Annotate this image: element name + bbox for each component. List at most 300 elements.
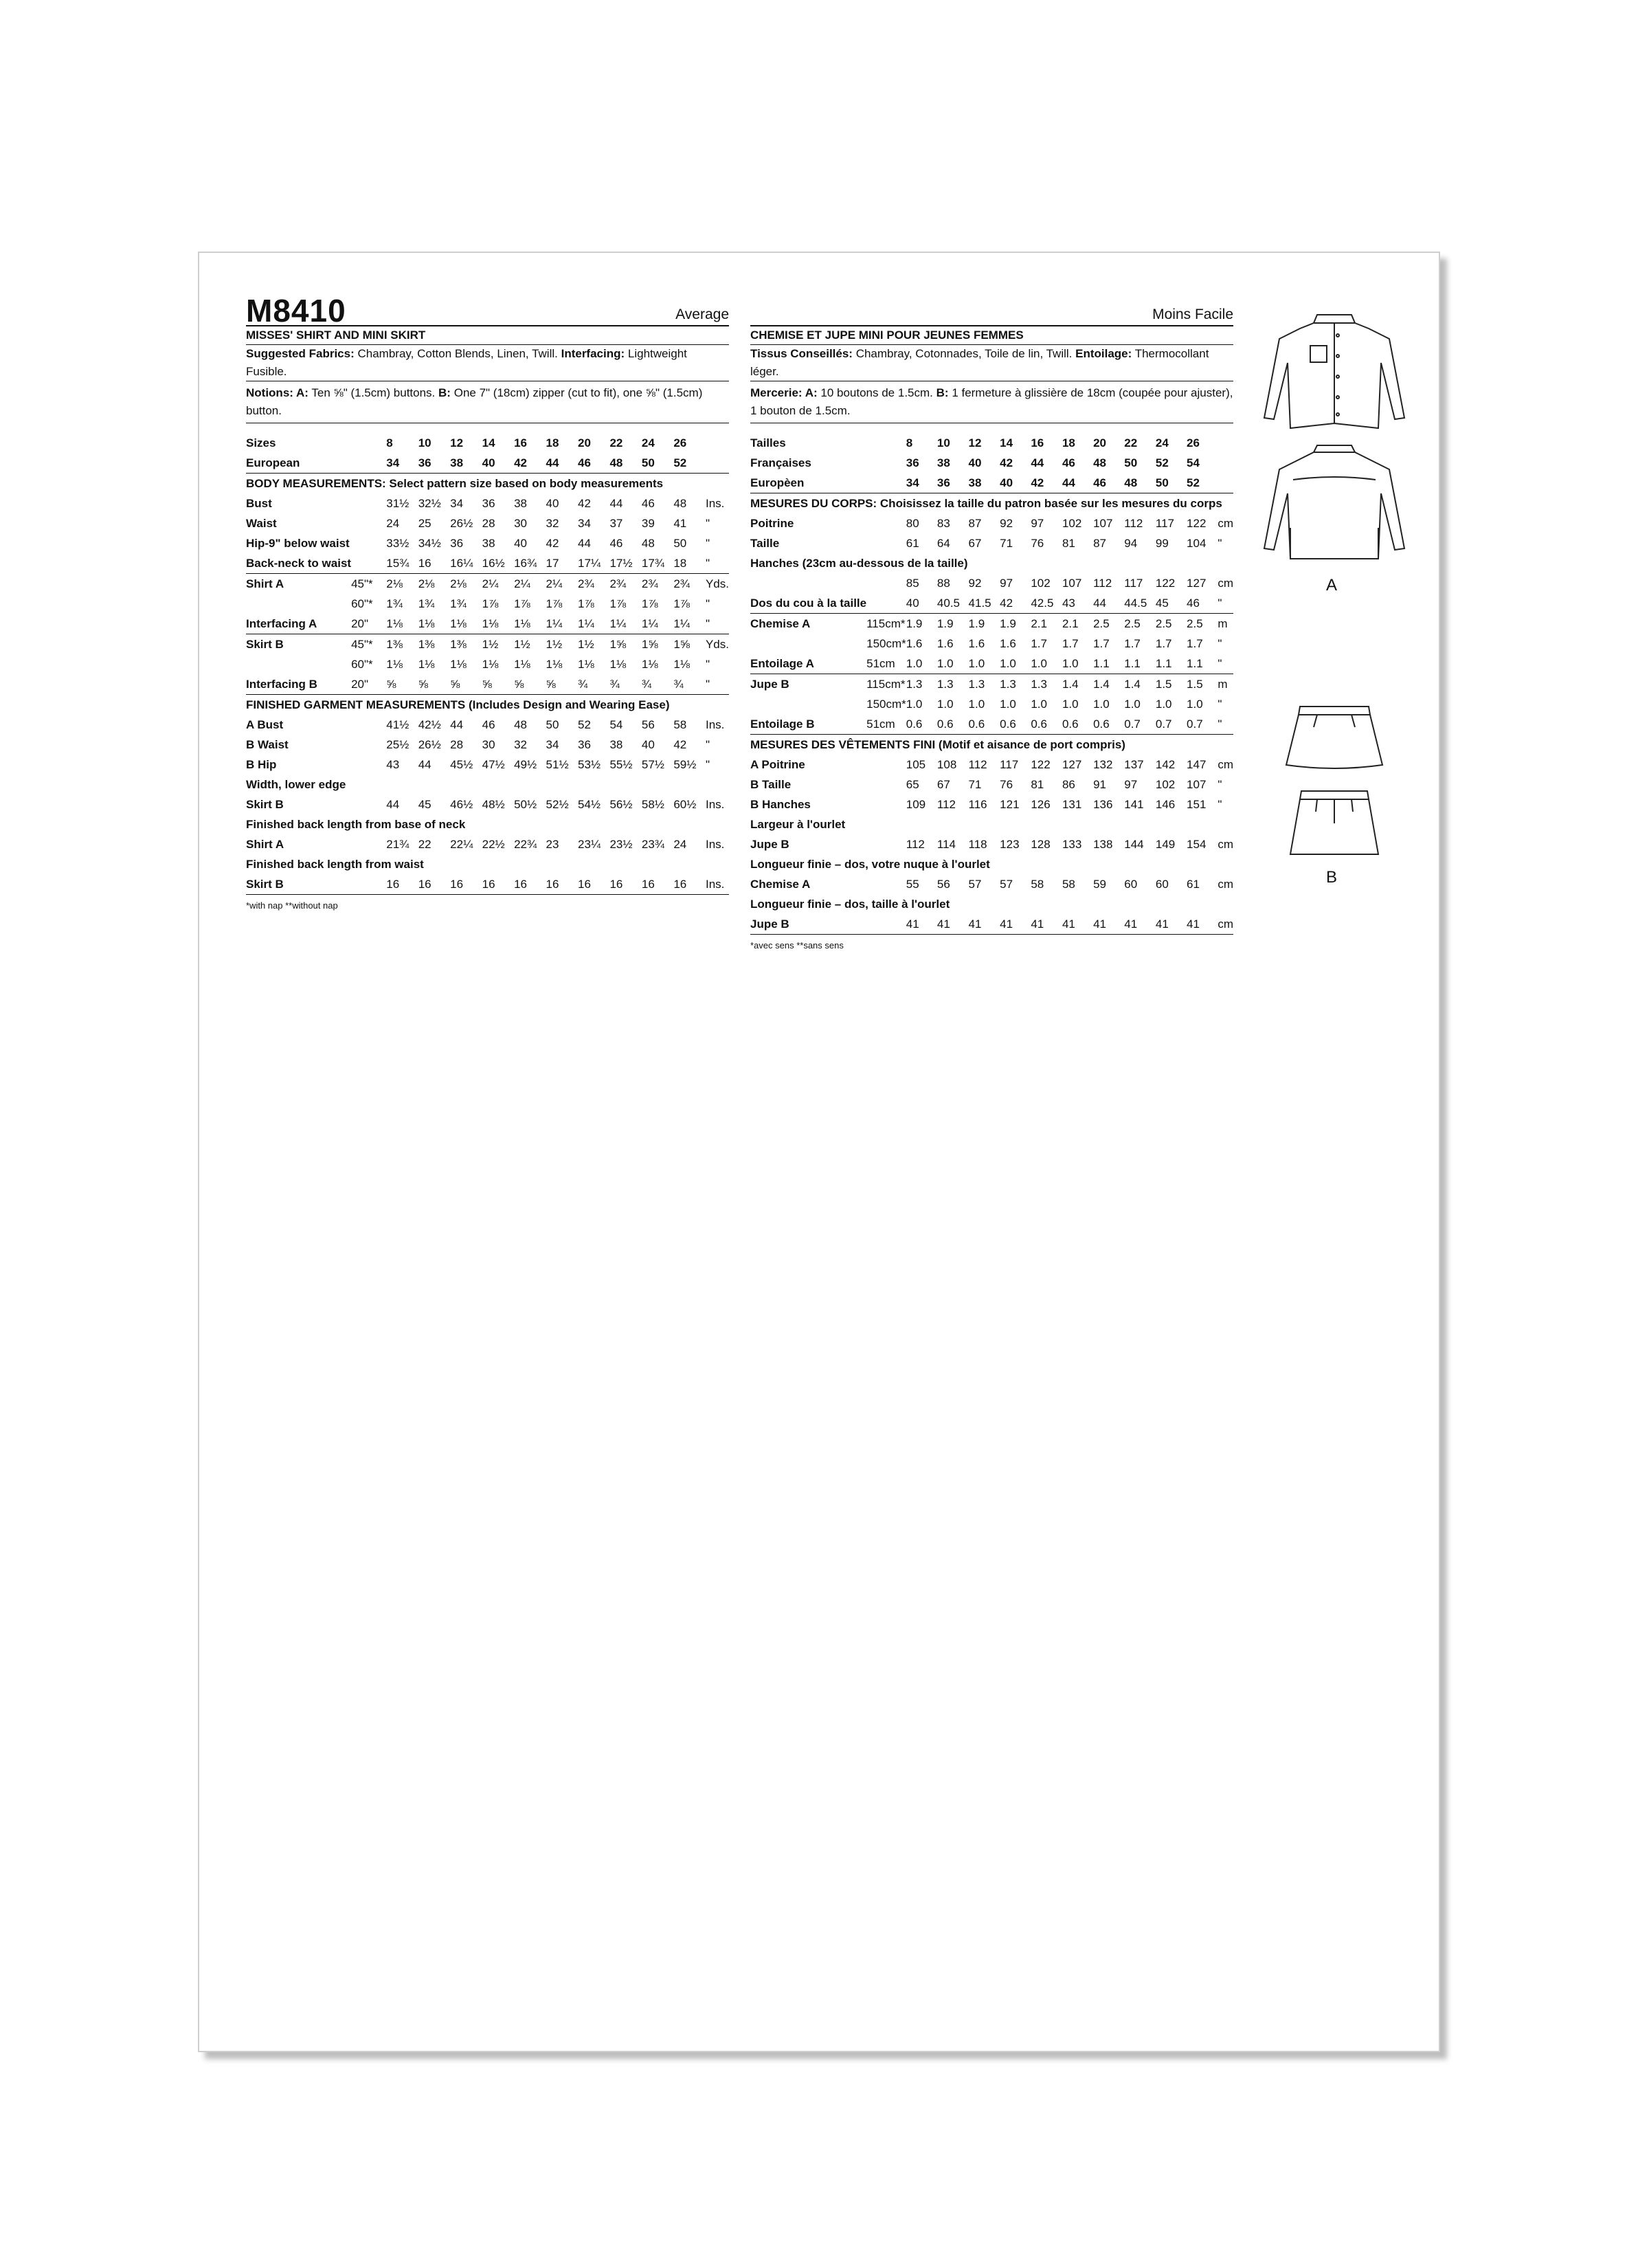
cell-value: 1⅛ <box>482 614 514 634</box>
row-label <box>750 694 866 714</box>
cell-value: 23¼ <box>577 838 601 851</box>
cell-value: 1⅝ <box>609 638 627 651</box>
cell-value: 20 <box>577 436 591 449</box>
cell-value: 1⅛ <box>450 614 482 634</box>
section-heading-row <box>750 814 1233 834</box>
row-label: Jupe B <box>750 838 789 851</box>
cell-value: 1⅞ <box>482 597 499 610</box>
cell-value: 53½ <box>577 758 601 771</box>
unit: " <box>705 758 710 771</box>
cell-value: 80 <box>906 517 919 530</box>
fabric-width: 115cm* <box>866 678 906 691</box>
cell-value: ¾ <box>673 674 706 695</box>
skirt-b-front-drawing <box>1252 700 1417 775</box>
cell-value: 38 <box>514 497 527 510</box>
table-row <box>750 593 1233 614</box>
fabric-width: 60"* <box>351 658 373 671</box>
unit: Yds. <box>705 577 729 590</box>
cell-value: 1⅞ <box>514 597 530 610</box>
cell-value: 0.7 <box>1124 714 1156 735</box>
cell-value: 76 <box>1031 537 1044 550</box>
cell-value: 1⅞ <box>577 597 594 610</box>
row-label: Hip-9" below waist <box>246 537 350 550</box>
cell-value: 12 <box>968 436 982 449</box>
cell-value: 94 <box>1124 537 1138 550</box>
unit: " <box>705 537 710 550</box>
cell-value: 44 <box>609 497 623 510</box>
english-size-chart <box>246 433 729 895</box>
cell-value: 76 <box>1000 778 1013 791</box>
shirt-a-front-drawing <box>1252 308 1417 438</box>
cell-value: 1⅛ <box>641 658 658 671</box>
cell-value: 149 <box>1155 838 1176 851</box>
cell-value: 107 <box>1062 577 1082 590</box>
cell-value: 42 <box>577 497 591 510</box>
section-heading-row <box>246 775 729 794</box>
cell-value: 41½ <box>386 718 410 731</box>
cell-value: 60 <box>1124 878 1138 891</box>
cell-value: ¾ <box>578 674 609 695</box>
cell-value: 1⅛ <box>386 658 403 671</box>
section-heading-row <box>750 854 1233 874</box>
cell-value: 97 <box>1000 577 1013 590</box>
cell-value: 1.0 <box>936 698 954 711</box>
section-heading-row <box>246 814 729 834</box>
fabric-width: 51cm <box>866 654 906 674</box>
cell-value: 1.9 <box>1000 617 1016 630</box>
cell-value: 1⅛ <box>577 658 594 671</box>
cell-value: 71 <box>968 778 982 791</box>
cell-value: 58 <box>673 718 687 731</box>
cell-value: 132 <box>1093 758 1113 771</box>
cell-value: 34 <box>906 473 937 493</box>
cell-value: 1.6 <box>968 637 985 650</box>
cell-value: 2¾ <box>673 577 690 590</box>
cell-value: 108 <box>936 758 957 771</box>
cell-value: 36 <box>577 738 591 751</box>
cell-value: 1⅜ <box>386 638 403 651</box>
unit: " <box>705 658 710 671</box>
cell-value: 14 <box>1000 436 1013 449</box>
cell-value: 16¼ <box>450 553 482 574</box>
pattern-code: M8410 <box>246 293 346 329</box>
table-row <box>750 573 1233 593</box>
cell-value: 45½ <box>450 758 473 771</box>
cell-value: 1⅛ <box>386 614 418 634</box>
pattern-envelope-back <box>198 252 1440 2052</box>
difficulty-rating-fr: Moins Facile <box>1152 307 1233 322</box>
unit: " <box>1218 714 1233 735</box>
fabric-width <box>351 735 386 755</box>
cell-value: 46 <box>1062 456 1075 469</box>
cell-value: 2.5 <box>1187 617 1203 630</box>
row-label <box>246 594 351 614</box>
french-title: CHEMISE ET JUPE MINI POUR JEUNES FEMMES <box>750 326 1233 345</box>
cell-value: 42 <box>1000 456 1013 469</box>
unit: m <box>1218 678 1228 691</box>
cell-value: 2¼ <box>514 577 530 590</box>
row-label: Tailles <box>750 436 786 449</box>
cell-value: 51½ <box>546 758 569 771</box>
cell-value: 42 <box>546 537 559 550</box>
section-heading-row <box>750 894 1233 914</box>
cell-value: 56 <box>936 878 950 891</box>
cell-value: 46 <box>609 537 623 550</box>
cell-value: 112 <box>936 798 956 811</box>
cell-value: 46 <box>578 453 609 474</box>
cell-value: 2¼ <box>482 577 499 590</box>
cell-value: 22¼ <box>450 838 473 851</box>
fabric-width: 45"* <box>351 638 373 651</box>
cell-value: 60½ <box>673 798 697 811</box>
table-row <box>750 614 1233 634</box>
cell-value: 34 <box>450 497 464 510</box>
cell-value: 30 <box>514 517 527 530</box>
cell-value: 48 <box>673 497 687 510</box>
cell-value: 2.5 <box>1093 617 1110 630</box>
cell-value: 42 <box>673 738 687 751</box>
cell-value: 0.6 <box>937 714 969 735</box>
cell-value: 2¾ <box>641 577 658 590</box>
cell-value: 1.0 <box>1000 654 1031 674</box>
table-row <box>750 453 1233 473</box>
cell-value: 56 <box>641 718 655 731</box>
section-heading-row <box>246 695 729 715</box>
section-heading: Longueur finie – dos, taille à l'ourlet <box>750 898 950 911</box>
row-label: Skirt B <box>246 638 284 651</box>
cell-value: 0.6 <box>1000 714 1031 735</box>
cell-value: 44 <box>1031 456 1044 469</box>
row-label: B Hanches <box>750 798 811 811</box>
unit: " <box>706 614 729 634</box>
cell-value: 45 <box>418 798 431 811</box>
cell-value: 1.0 <box>968 698 985 711</box>
french-column <box>750 296 1233 950</box>
cell-value: 16 <box>673 874 706 895</box>
cell-value: 1.0 <box>969 654 1000 674</box>
cell-value: 1.9 <box>936 617 954 630</box>
cell-value: 2¾ <box>577 577 594 590</box>
cell-value: 44 <box>1093 593 1124 614</box>
fabric-width <box>866 453 906 473</box>
cell-value: 58 <box>1031 878 1044 891</box>
cell-value: 18 <box>673 553 706 574</box>
table-row <box>750 834 1233 854</box>
unit: cm <box>1218 517 1233 530</box>
cell-value: 34½ <box>418 537 441 550</box>
cell-value: 32 <box>514 738 527 751</box>
table-row <box>750 714 1233 735</box>
cell-value: 1½ <box>546 638 563 651</box>
cell-value: 137 <box>1124 758 1144 771</box>
cell-value: 123 <box>1000 838 1020 851</box>
cell-value: 50 <box>1124 456 1138 469</box>
cell-value: 1.0 <box>1031 654 1062 674</box>
cell-value: 1.0 <box>1155 698 1172 711</box>
cell-value: 31½ <box>386 497 410 510</box>
cell-value: 0.6 <box>1062 714 1093 735</box>
cell-value: 44 <box>418 758 431 771</box>
cell-value: 57 <box>1000 878 1013 891</box>
cell-value: 34 <box>546 738 559 751</box>
cell-value: 26½ <box>418 738 441 751</box>
cell-value: 85 <box>906 577 919 590</box>
english-fabrics: Suggested Fabrics: Chambray, Cotton Blends, Linen, Twill. Interfacing: Lightweight Fusible. <box>246 345 729 381</box>
cell-value: 57 <box>968 878 982 891</box>
row-label <box>246 654 351 674</box>
cell-value: 16 <box>578 874 609 895</box>
cell-value: 1.7 <box>1062 637 1079 650</box>
cell-value: 30 <box>482 738 495 751</box>
unit: cm <box>1218 758 1233 771</box>
table-row <box>750 513 1233 533</box>
table-row <box>246 634 729 655</box>
row-label: B Hip <box>246 758 277 771</box>
cell-value: 1¾ <box>450 597 467 610</box>
cell-value: 102 <box>1062 517 1082 530</box>
cell-value: 50½ <box>514 798 537 811</box>
cell-value: 102 <box>1031 577 1051 590</box>
table-row <box>750 473 1233 493</box>
cell-value: 1.1 <box>1124 654 1156 674</box>
fabric-width <box>351 513 386 533</box>
cell-value: 54 <box>1187 456 1200 469</box>
cell-value: 91 <box>1093 778 1107 791</box>
view-a-label: A <box>1326 576 1338 594</box>
row-label: A Bust <box>246 718 284 731</box>
cell-value: 46½ <box>450 798 473 811</box>
cell-value: 48 <box>514 718 527 731</box>
cell-value: 32½ <box>418 497 441 510</box>
row-label: Waist <box>246 517 277 530</box>
table-row <box>246 834 729 854</box>
table-row <box>750 694 1233 714</box>
cell-value: 36 <box>482 497 495 510</box>
cell-value: 1.0 <box>906 654 937 674</box>
cell-value: 1⅞ <box>609 597 627 610</box>
cell-value: 46 <box>1187 593 1218 614</box>
cell-value: 60 <box>1155 878 1169 891</box>
cell-value: 34 <box>386 453 418 474</box>
table-row <box>246 453 729 474</box>
unit: cm <box>1218 577 1233 590</box>
cell-value: 67 <box>936 778 950 791</box>
fabric-width <box>351 755 386 775</box>
cell-value: 1.7 <box>1124 637 1141 650</box>
cell-value: 41 <box>906 914 937 935</box>
cell-value: 58 <box>1062 878 1075 891</box>
cell-value: 147 <box>1187 758 1207 771</box>
row-label: Entoilage A <box>750 654 866 674</box>
cell-value: 2¼ <box>546 577 563 590</box>
cell-value: 127 <box>1062 758 1082 771</box>
cell-value: 49½ <box>514 758 537 771</box>
unit <box>1218 473 1233 493</box>
fabric-width <box>866 513 906 533</box>
cell-value: 17¼ <box>578 553 609 574</box>
cell-value: 41.5 <box>969 593 1000 614</box>
row-label: European <box>246 453 351 474</box>
cell-value: 40 <box>514 537 527 550</box>
fabric-width <box>351 493 386 513</box>
unit: " <box>1218 698 1222 711</box>
cell-value: 48½ <box>482 798 505 811</box>
fabric-width: 20" <box>351 674 386 695</box>
row-label: Shirt A <box>246 838 284 851</box>
cell-value: ¾ <box>642 674 673 695</box>
cell-value: ¾ <box>609 674 641 695</box>
cell-value: 2¾ <box>609 577 627 590</box>
unit: Yds. <box>705 638 729 651</box>
unit: Ins. <box>705 718 725 731</box>
cell-value: 1¾ <box>386 597 403 610</box>
cell-value: 54½ <box>577 798 601 811</box>
section-heading: Largeur à l'ourlet <box>750 818 846 831</box>
cell-value: 24 <box>1155 436 1169 449</box>
row-label: Chemise A <box>750 617 811 630</box>
cell-value: 81 <box>1031 778 1044 791</box>
section-heading: BODY MEASUREMENTS: Select pattern size based on body measurements <box>246 477 664 490</box>
cell-value: 1¼ <box>546 614 578 634</box>
unit <box>1218 453 1233 473</box>
row-label: Sizes <box>246 436 276 449</box>
row-label <box>750 573 866 593</box>
cell-value: 23½ <box>609 838 633 851</box>
cell-value: 141 <box>1124 798 1144 811</box>
cell-value: 10 <box>418 436 431 449</box>
french-fabrics: Tissus Conseillés: Chambray, Cotonnades, Toile de lin, Twill. Entoilage: Thermocollant léger. <box>750 345 1233 381</box>
cell-value: 42 <box>1031 473 1062 493</box>
cell-value: 67 <box>968 537 982 550</box>
cell-value: 26 <box>1187 436 1200 449</box>
section-heading: Width, lower edge <box>246 778 346 791</box>
row-label: Interfacing A <box>246 614 351 634</box>
cell-value: 1⅜ <box>450 638 467 651</box>
cell-value: 43 <box>1062 593 1093 614</box>
row-label: Chemise A <box>750 878 811 891</box>
cell-value: 16 <box>450 874 482 895</box>
row-label: Taille <box>750 537 780 550</box>
unit: Ins. <box>705 497 725 510</box>
cell-value: ⅝ <box>450 674 482 695</box>
cell-value: 28 <box>450 738 464 751</box>
cell-value: 1⅝ <box>641 638 658 651</box>
row-label: B Waist <box>246 738 289 751</box>
cell-value: 1½ <box>577 638 594 651</box>
cell-value: 48 <box>609 453 641 474</box>
table-row <box>750 533 1233 553</box>
row-label: A Poitrine <box>750 758 805 771</box>
cell-value: 71 <box>1000 537 1013 550</box>
fabric-width: 115cm* <box>866 617 906 630</box>
cell-value: 38 <box>482 537 495 550</box>
unit: " <box>1218 798 1222 811</box>
cell-value: 41 <box>673 517 687 530</box>
cell-value: 116 <box>968 798 987 811</box>
row-label: Jupe B <box>750 678 789 691</box>
cell-value: 42 <box>1000 593 1031 614</box>
cell-value: 117 <box>1155 517 1174 530</box>
cell-value: ⅝ <box>514 674 546 695</box>
cell-value: 22¾ <box>514 838 537 851</box>
section-heading: FINISHED GARMENT MEASUREMENTS (Includes Design and Wearing Ease) <box>246 698 670 711</box>
cell-value: 59 <box>1093 878 1107 891</box>
section-heading-row <box>750 493 1233 514</box>
cell-value: 47½ <box>482 758 505 771</box>
cell-value: 109 <box>906 798 926 811</box>
cell-value: 44 <box>577 537 591 550</box>
cell-value: 114 <box>936 838 956 851</box>
cell-value: 142 <box>1155 758 1176 771</box>
cell-value: 48 <box>641 537 655 550</box>
section-heading: Hanches (23cm au-dessous de la taille) <box>750 557 968 570</box>
cell-value: 34 <box>577 517 591 530</box>
cell-value: 44 <box>450 718 464 731</box>
cell-value: 16 <box>1031 436 1044 449</box>
cell-value: 2⅛ <box>418 577 435 590</box>
section-heading-row <box>750 735 1233 755</box>
cell-value: 1¼ <box>673 614 706 634</box>
cell-value: 136 <box>1093 798 1113 811</box>
cell-value: 55½ <box>609 758 633 771</box>
fabric-width: 150cm* <box>866 637 906 650</box>
table-row <box>246 614 729 634</box>
table-row <box>246 493 729 513</box>
unit: cm <box>1218 838 1233 851</box>
row-label: Jupe B <box>750 914 866 935</box>
cell-value: 16 <box>386 874 418 895</box>
cell-value: 1¼ <box>578 614 609 634</box>
fabric-width <box>351 553 386 574</box>
cell-value: 1.0 <box>906 698 923 711</box>
cell-value: 126 <box>1031 798 1051 811</box>
cell-value: 81 <box>1062 537 1075 550</box>
cell-value: 8 <box>386 436 393 449</box>
cell-value: 146 <box>1155 798 1176 811</box>
unit: " <box>1218 778 1222 791</box>
cell-value: 28 <box>482 517 495 530</box>
cell-value: 1.0 <box>1031 698 1047 711</box>
cell-value: 87 <box>968 517 982 530</box>
table-row <box>246 553 729 574</box>
shirt-a-back-drawing <box>1252 438 1417 569</box>
table-row <box>750 775 1233 794</box>
cell-value: 24 <box>386 517 400 530</box>
cell-value: 1⅛ <box>482 658 499 671</box>
cell-value: 22½ <box>482 838 505 851</box>
cell-value: ⅝ <box>546 674 578 695</box>
unit <box>706 433 729 453</box>
cell-value: 1¼ <box>642 614 673 634</box>
cell-value: 23¾ <box>641 838 664 851</box>
cell-value: 22 <box>418 838 431 851</box>
cell-value: 52 <box>673 453 706 474</box>
table-row <box>750 654 1233 674</box>
row-label: Shirt A <box>246 577 284 590</box>
english-notions: Notions: A: Ten ⅝" (1.5cm) buttons. B: One 7" (18cm) zipper (cut to fit), one ⅝" (1.5cm) button. <box>246 381 729 423</box>
cell-value: 40 <box>482 453 514 474</box>
cell-value: 45 <box>1156 593 1187 614</box>
cell-value: 154 <box>1187 838 1207 851</box>
cell-value: 144 <box>1124 838 1144 851</box>
unit <box>706 453 729 474</box>
unit: m <box>1218 617 1228 630</box>
cell-value: 1⅛ <box>450 658 467 671</box>
cell-value: 16 <box>418 553 450 574</box>
section-heading-row <box>750 553 1233 573</box>
cell-value: 97 <box>1031 517 1044 530</box>
table-row <box>246 794 729 814</box>
